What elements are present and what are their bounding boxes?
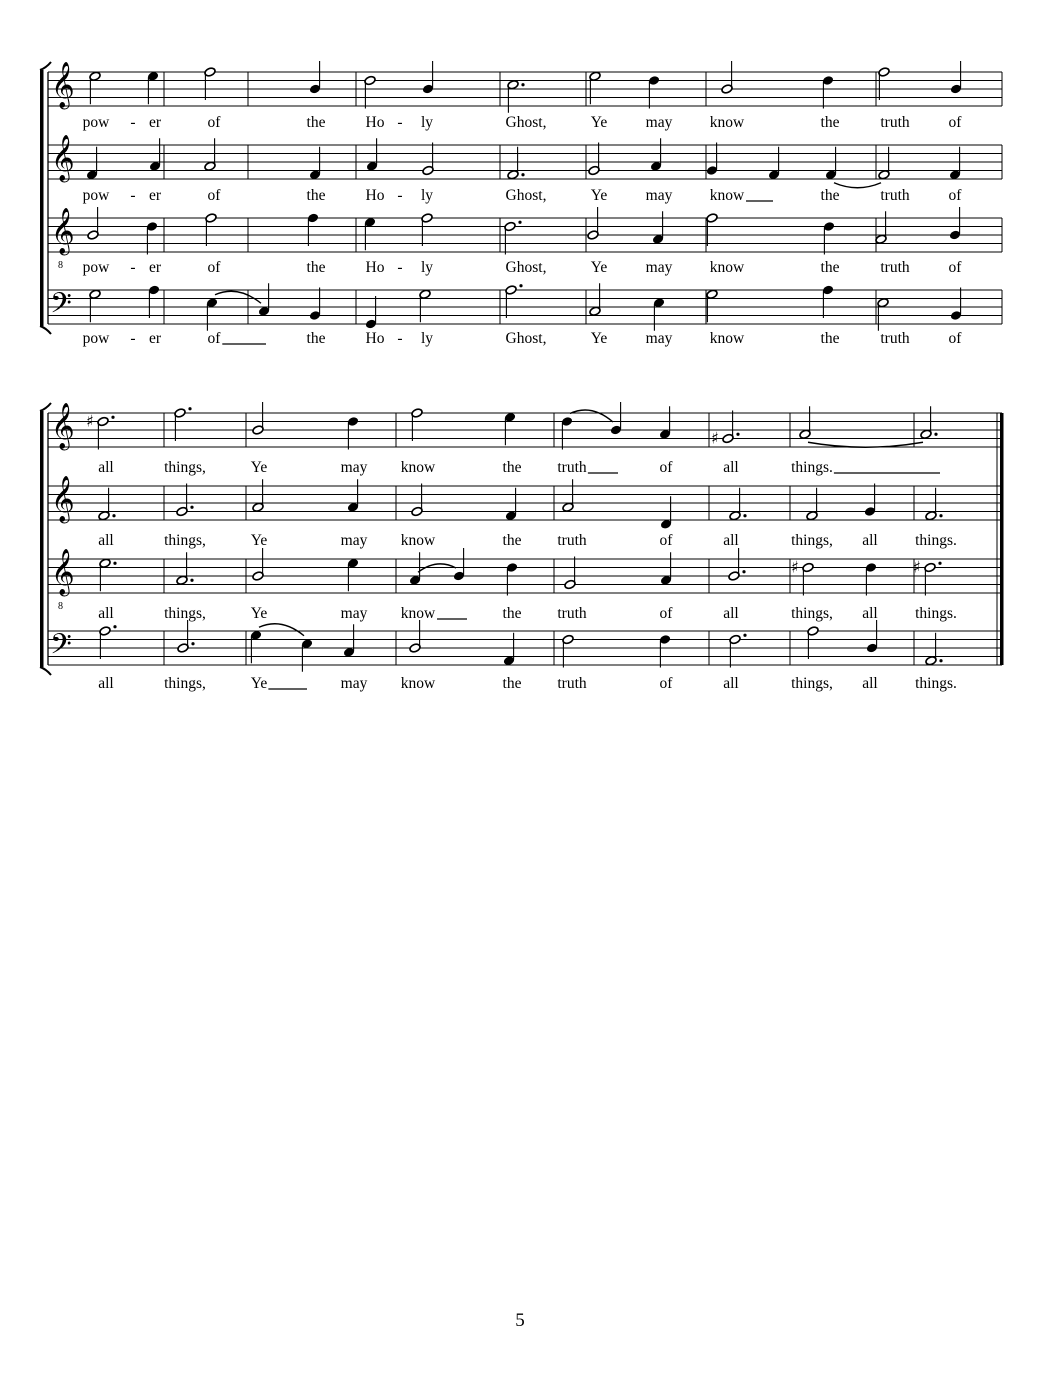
soprano-staff bbox=[48, 61, 1002, 131]
lyric-syllable: truth bbox=[557, 605, 587, 622]
lyric-syllable: truth bbox=[880, 259, 910, 276]
quarter-note bbox=[610, 402, 623, 436]
quarter-note bbox=[149, 138, 162, 172]
lyric-syllable: Ghost, bbox=[505, 259, 547, 276]
quarter-note bbox=[147, 71, 160, 105]
quarter-note bbox=[301, 638, 314, 672]
half-note bbox=[87, 207, 99, 240]
quarter-note bbox=[648, 75, 661, 109]
half-note bbox=[504, 221, 522, 255]
quarter-note bbox=[347, 558, 360, 592]
quarter-note bbox=[309, 288, 322, 322]
quarter-note bbox=[453, 548, 466, 582]
lyric-syllable: all bbox=[98, 605, 114, 622]
lyric-syllable: may bbox=[645, 187, 673, 204]
quarter-note bbox=[659, 406, 672, 440]
lyric-syllable: all bbox=[723, 675, 739, 692]
slur bbox=[808, 442, 923, 447]
augmentation-dot bbox=[518, 221, 521, 224]
quarter-note bbox=[505, 488, 518, 522]
half-note bbox=[562, 634, 574, 667]
soprano-lyrics bbox=[98, 459, 833, 476]
lyric-syllable: Ho bbox=[365, 114, 385, 131]
lyric-syllable: - bbox=[397, 259, 403, 276]
tenor-staff bbox=[48, 548, 1002, 622]
lyric-syllable: Ye bbox=[250, 605, 268, 622]
lyric-syllable: all bbox=[723, 459, 739, 476]
augmentation-dot bbox=[191, 642, 194, 645]
lyric-syllable: know bbox=[400, 459, 436, 476]
lyric-syllable: er bbox=[148, 259, 162, 276]
lyric-syllable: of bbox=[207, 259, 221, 276]
half-note bbox=[706, 213, 718, 246]
half-note bbox=[878, 147, 890, 180]
lyric-syllable: may bbox=[340, 532, 368, 549]
lyric-syllable: the bbox=[820, 259, 840, 276]
augmentation-dot bbox=[743, 514, 746, 517]
quarter-note bbox=[347, 416, 360, 450]
quarter-note bbox=[653, 297, 666, 331]
lyric-syllable: pow bbox=[82, 259, 110, 276]
quarter-note bbox=[206, 297, 219, 331]
augmentation-dot bbox=[938, 562, 941, 565]
bass-clef-icon: 𝄢 bbox=[50, 287, 72, 327]
augmentation-dot bbox=[939, 514, 942, 517]
treble-clef-icon: 𝄞 bbox=[51, 208, 75, 254]
quarter-note bbox=[865, 562, 878, 596]
lyric-syllable: all bbox=[862, 675, 878, 692]
quarter-note bbox=[823, 221, 836, 255]
bass-staff bbox=[48, 283, 1002, 347]
system-bracket bbox=[40, 70, 44, 326]
lyric-syllable: - bbox=[397, 330, 403, 347]
slur bbox=[418, 564, 456, 572]
quarter-note bbox=[503, 633, 516, 667]
lyric-syllable: Ghost, bbox=[505, 114, 547, 131]
half-note bbox=[721, 61, 733, 94]
augmentation-dot bbox=[190, 579, 193, 582]
lyric-syllable: know bbox=[400, 605, 436, 622]
quarter-note bbox=[365, 296, 378, 330]
quarter-note bbox=[949, 207, 962, 241]
lyric-syllable: of bbox=[948, 330, 962, 347]
augmentation-dot bbox=[743, 634, 746, 637]
quarter-note bbox=[258, 283, 271, 317]
lyric-syllable: Ghost, bbox=[505, 330, 547, 347]
lyric-syllable: of bbox=[948, 114, 962, 131]
augmentation-dot bbox=[113, 625, 116, 628]
lyric-syllable: all bbox=[98, 532, 114, 549]
quarter-note bbox=[504, 412, 517, 446]
half-note bbox=[99, 558, 117, 591]
lyric-syllable: pow bbox=[82, 187, 110, 204]
lyric-syllable: of bbox=[659, 605, 673, 622]
treble-clef-icon: 𝄞 bbox=[51, 476, 75, 522]
lyric-syllable: all bbox=[98, 675, 114, 692]
lyric-syllable: the bbox=[502, 605, 522, 622]
tenor-staff bbox=[48, 207, 1002, 276]
lyric-syllable: the bbox=[502, 459, 522, 476]
bracket-hook-top bbox=[40, 403, 51, 411]
augmentation-dot bbox=[939, 659, 942, 662]
half-note bbox=[925, 633, 943, 666]
half-note bbox=[419, 289, 431, 322]
lyric-syllable: - bbox=[130, 330, 136, 347]
sharp-icon: ♯ bbox=[86, 411, 94, 431]
quarter-note bbox=[343, 624, 356, 658]
slur bbox=[570, 410, 613, 422]
lyric-syllable: ly bbox=[420, 187, 434, 204]
lyric-syllable: of bbox=[207, 187, 221, 204]
lyric-syllable: Ho bbox=[365, 259, 385, 276]
half-note bbox=[562, 479, 574, 512]
quarter-note bbox=[706, 143, 719, 177]
lyric-syllable: ly bbox=[420, 114, 434, 131]
half-note bbox=[252, 548, 264, 581]
quarter-note bbox=[409, 552, 422, 586]
half-note bbox=[89, 71, 101, 104]
half-note bbox=[587, 207, 599, 240]
octave-8-mark: 8 bbox=[58, 260, 63, 271]
half-note bbox=[589, 71, 601, 104]
half-note bbox=[174, 407, 192, 441]
augmentation-dot bbox=[736, 433, 739, 436]
half-note bbox=[252, 402, 264, 435]
treble-clef-icon: 𝄞 bbox=[51, 403, 75, 449]
bass-staff bbox=[48, 620, 1002, 692]
quarter-note bbox=[307, 212, 320, 246]
quarter-note bbox=[366, 138, 379, 172]
augmentation-dot bbox=[934, 433, 937, 436]
lyric-syllable: know bbox=[400, 675, 436, 692]
lyric-syllable: er bbox=[148, 187, 162, 204]
lyric-syllable: know bbox=[400, 532, 436, 549]
sharp-icon: ♯ bbox=[913, 557, 921, 577]
quarter-note bbox=[650, 138, 663, 172]
half-note bbox=[99, 625, 117, 659]
lyric-syllable: may bbox=[340, 605, 368, 622]
lyric-syllable: things, bbox=[164, 675, 206, 692]
quarter-note bbox=[660, 496, 673, 530]
lyric-syllable: the bbox=[820, 114, 840, 131]
lyric-syllable: things. bbox=[915, 605, 957, 622]
half-note bbox=[807, 626, 819, 659]
half-note bbox=[409, 620, 421, 653]
lyric-syllable: of bbox=[207, 330, 221, 347]
lyric-syllable: - bbox=[130, 259, 136, 276]
lyric-syllable: the bbox=[306, 259, 326, 276]
lyric-syllable: er bbox=[148, 114, 162, 131]
lyric-syllable: know bbox=[709, 114, 745, 131]
half-note bbox=[205, 213, 217, 246]
quarter-note bbox=[652, 211, 665, 245]
quarter-note bbox=[347, 479, 360, 513]
lyric-syllable: all bbox=[862, 532, 878, 549]
quarter-note bbox=[822, 75, 835, 109]
lyric-syllable: Ye bbox=[590, 330, 608, 347]
half-note bbox=[422, 143, 434, 176]
half-note bbox=[799, 406, 811, 439]
lyric-syllable: Ho bbox=[365, 330, 385, 347]
half-note bbox=[421, 213, 433, 246]
lyric-syllable: - bbox=[397, 114, 403, 131]
half-note bbox=[204, 138, 216, 171]
sharp-icon: ♯ bbox=[791, 557, 799, 577]
final-barline-thick bbox=[1000, 413, 1004, 665]
slur bbox=[259, 624, 304, 636]
augmentation-dot bbox=[521, 83, 524, 86]
half-note bbox=[913, 558, 942, 596]
half-note bbox=[86, 412, 115, 450]
half-note bbox=[204, 67, 216, 100]
half-note bbox=[564, 557, 576, 590]
lyric-syllable: know bbox=[709, 330, 745, 347]
quarter-note bbox=[950, 61, 963, 95]
lyric-syllable: the bbox=[820, 187, 840, 204]
sharp-icon: ♯ bbox=[711, 428, 719, 448]
bass-lyrics bbox=[83, 330, 963, 347]
lyric-syllable: the bbox=[502, 532, 522, 549]
lyric-syllable: may bbox=[645, 114, 673, 131]
lyric-syllable: - bbox=[130, 187, 136, 204]
half-note bbox=[920, 406, 938, 439]
half-note bbox=[875, 211, 887, 244]
system-2 bbox=[40, 402, 1004, 692]
alto-staff bbox=[48, 476, 1002, 549]
half-note bbox=[711, 411, 740, 448]
lyric-syllable: truth bbox=[557, 532, 587, 549]
half-note bbox=[411, 408, 423, 441]
treble-clef-icon: 𝄞 bbox=[51, 62, 75, 108]
lyric-syllable: - bbox=[130, 114, 136, 131]
lyric-syllable: Ye bbox=[250, 459, 268, 476]
tenor-lyrics bbox=[83, 259, 963, 276]
lyric-syllable: truth bbox=[880, 330, 910, 347]
lyric-syllable: Ye bbox=[590, 114, 608, 131]
soprano-lyrics bbox=[83, 114, 963, 131]
lyric-syllable: things, bbox=[164, 605, 206, 622]
half-note bbox=[364, 75, 376, 108]
quarter-note bbox=[659, 634, 672, 668]
quarter-note bbox=[146, 221, 159, 255]
half-note bbox=[706, 289, 718, 322]
quarter-note bbox=[825, 147, 838, 181]
quarter-note bbox=[422, 61, 435, 95]
bracket-hook-top bbox=[40, 62, 51, 70]
quarter-note bbox=[364, 217, 377, 251]
lyric-syllable: all bbox=[723, 532, 739, 549]
bass-clef-icon: 𝄢 bbox=[50, 628, 72, 668]
quarter-note bbox=[148, 284, 161, 318]
lyric-syllable: things. bbox=[791, 459, 833, 476]
lyric-syllable: truth bbox=[557, 675, 587, 692]
system-1 bbox=[40, 61, 1002, 347]
half-note bbox=[411, 484, 423, 517]
augmentation-dot bbox=[519, 284, 522, 287]
quarter-note bbox=[866, 620, 879, 654]
lyric-syllable: er bbox=[148, 330, 162, 347]
lyric-syllable: things. bbox=[915, 532, 957, 549]
bass-lyrics bbox=[98, 675, 957, 692]
lyric-syllable: of bbox=[659, 459, 673, 476]
lyric-syllable: pow bbox=[82, 330, 110, 347]
lyric-syllable: Ghost, bbox=[505, 187, 547, 204]
lyric-syllable: the bbox=[306, 330, 326, 347]
half-note bbox=[507, 80, 525, 113]
alto-staff bbox=[48, 135, 1002, 204]
augmentation-dot bbox=[113, 562, 116, 565]
augmentation-dot bbox=[742, 570, 745, 573]
half-note bbox=[505, 284, 523, 318]
augmentation-dot bbox=[112, 514, 115, 517]
lyric-syllable: of bbox=[659, 532, 673, 549]
lyric-syllable: truth bbox=[557, 459, 587, 476]
slur bbox=[834, 183, 881, 188]
augmentation-dot bbox=[190, 506, 193, 509]
lyric-syllable: all bbox=[98, 459, 114, 476]
half-note bbox=[507, 147, 525, 180]
lyric-syllable: Ho bbox=[365, 187, 385, 204]
lyric-syllable: the bbox=[306, 187, 326, 204]
augmentation-dot bbox=[188, 407, 191, 410]
page-number: 5 bbox=[515, 1310, 525, 1331]
augmentation-dot bbox=[521, 173, 524, 176]
half-note bbox=[878, 67, 890, 100]
half-note bbox=[252, 479, 264, 512]
bracket-hook-bottom bbox=[40, 667, 51, 675]
half-note bbox=[89, 289, 101, 322]
lyric-syllable: know bbox=[709, 259, 745, 276]
lyric-syllable: the bbox=[502, 675, 522, 692]
lyric-syllable: pow bbox=[82, 114, 110, 131]
half-note bbox=[729, 488, 747, 521]
half-note bbox=[176, 552, 194, 585]
lyric-syllable: things, bbox=[791, 605, 833, 622]
quarter-note bbox=[506, 562, 519, 596]
slur bbox=[215, 291, 261, 303]
lyric-syllable: Ye bbox=[250, 532, 268, 549]
lyric-syllable: - bbox=[397, 187, 403, 204]
half-note bbox=[925, 488, 943, 521]
half-note bbox=[98, 488, 116, 521]
half-note bbox=[806, 488, 818, 521]
quarter-note bbox=[86, 147, 99, 181]
quarter-note bbox=[250, 630, 263, 664]
alto-lyrics bbox=[98, 532, 957, 549]
lyric-syllable: know bbox=[709, 187, 745, 204]
treble-clef-icon: 𝄞 bbox=[51, 135, 75, 181]
octave-8-mark: 8 bbox=[58, 601, 63, 612]
lyric-syllable: of bbox=[948, 259, 962, 276]
lyric-syllable: of bbox=[948, 187, 962, 204]
soprano-staff bbox=[48, 402, 1002, 476]
lyric-syllable: Ye bbox=[590, 187, 608, 204]
lyric-syllable: Ye bbox=[590, 259, 608, 276]
lyric-syllable: may bbox=[340, 459, 368, 476]
lyric-syllable: things. bbox=[915, 675, 957, 692]
lyric-syllable: all bbox=[862, 605, 878, 622]
quarter-note bbox=[660, 552, 673, 586]
lyric-syllable: ly bbox=[420, 259, 434, 276]
alto-lyrics bbox=[83, 187, 963, 204]
quarter-note bbox=[950, 288, 963, 322]
lyric-syllable: of bbox=[659, 675, 673, 692]
lyric-syllable: things, bbox=[791, 532, 833, 549]
quarter-note bbox=[864, 484, 877, 518]
quarter-note bbox=[561, 416, 574, 450]
half-note bbox=[588, 143, 600, 176]
lyric-syllable: things, bbox=[791, 675, 833, 692]
quarter-note bbox=[309, 61, 322, 95]
lyric-syllable: all bbox=[723, 605, 739, 622]
bracket-hook-bottom bbox=[40, 326, 51, 334]
lyric-syllable: things, bbox=[164, 532, 206, 549]
system-bracket bbox=[40, 411, 44, 667]
treble-clef-icon: 𝄞 bbox=[51, 549, 75, 595]
half-note bbox=[589, 283, 601, 316]
lyric-syllable: Ye bbox=[250, 675, 268, 692]
lyric-syllable: may bbox=[340, 675, 368, 692]
quarter-note bbox=[822, 284, 835, 318]
lyric-syllable: may bbox=[645, 330, 673, 347]
lyric-syllable: truth bbox=[880, 114, 910, 131]
half-note bbox=[791, 558, 814, 596]
half-note bbox=[729, 634, 747, 668]
lyric-syllable: truth bbox=[880, 187, 910, 204]
augmentation-dot bbox=[111, 416, 114, 419]
lyric-syllable: the bbox=[306, 114, 326, 131]
lyric-syllable: of bbox=[207, 114, 221, 131]
lyric-syllable: things, bbox=[164, 459, 206, 476]
quarter-note bbox=[309, 147, 322, 181]
lyric-syllable: ly bbox=[420, 330, 434, 347]
lyric-syllable: may bbox=[645, 259, 673, 276]
lyric-syllable: the bbox=[820, 330, 840, 347]
quarter-note bbox=[949, 147, 962, 181]
tenor-lyrics bbox=[98, 605, 957, 622]
half-note bbox=[877, 298, 889, 331]
quarter-note bbox=[768, 147, 781, 181]
